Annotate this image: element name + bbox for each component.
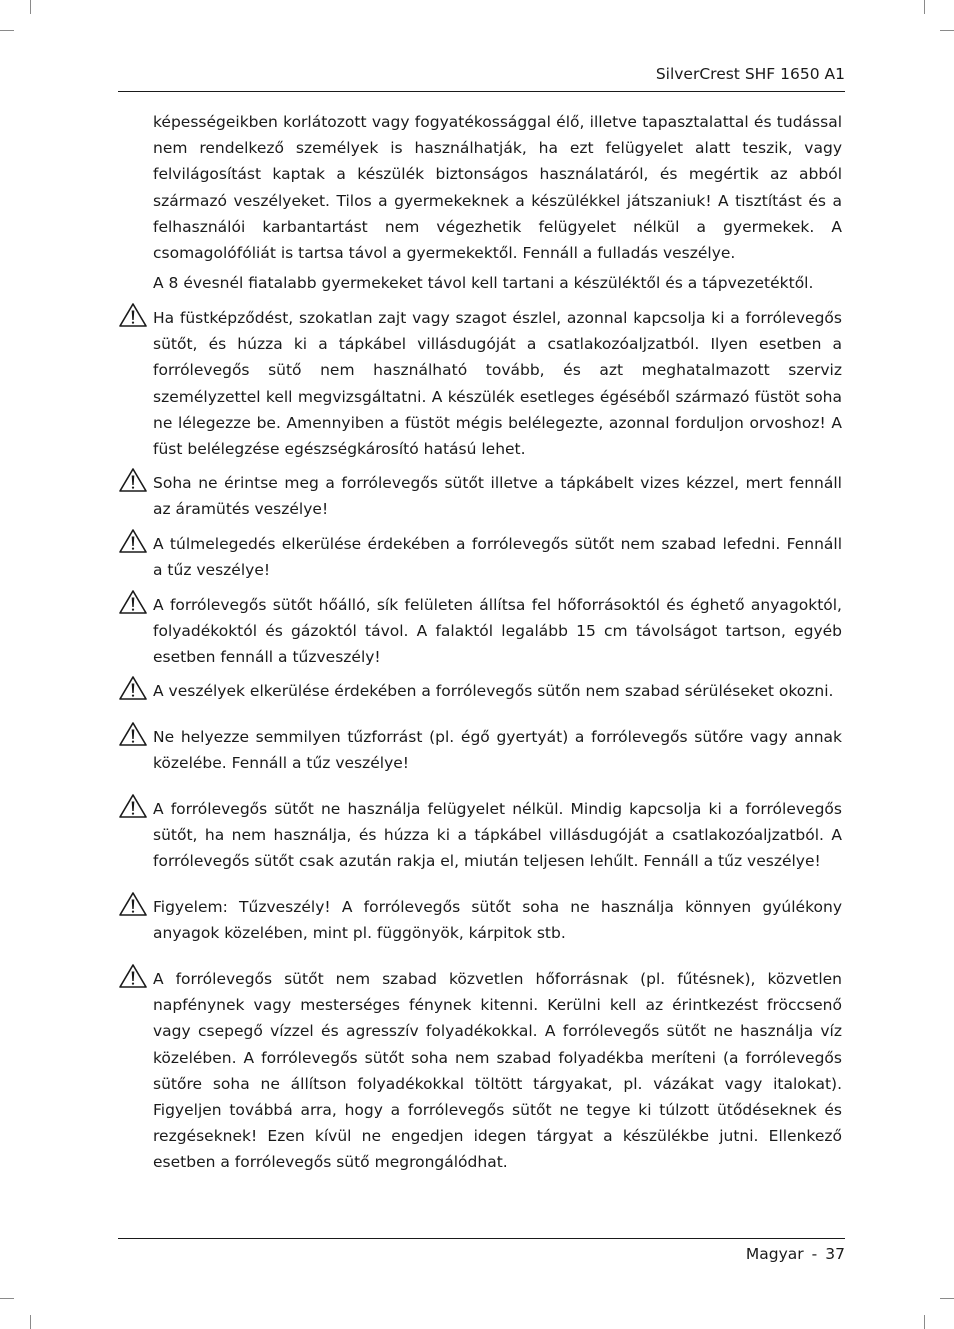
intro-paragraph [153, 109, 842, 266]
page-number: 37 [825, 1245, 845, 1263]
warning-triangle-icon [118, 467, 148, 493]
crop-mark [30, 0, 31, 14]
warning-paragraph [153, 966, 842, 1176]
crop-mark [940, 1298, 954, 1299]
warning-text: Ha füstképződést, szokatlan zajt vagy szagot észlel, azonnal kapcsolja ki a forrólevegős sütőt, és húzza ki a tápkábel villásdugóját a csatlakozóaljzatból. Ilyen esetben a forrólevegős sütő nem használható tovább, és azt meghatalmazott szerviz személyzettel kell megvizsgáltatni. A készülék esetleges égéséből származó füstöt soha ne lélegezze be. Amennyiben a füstöt mégis belélegezte, azonnal forduljon orvoshoz! A füst belélegzése egészségkárosító hatású lehet. [153, 309, 842, 459]
warning-text: A forrólevegős sütőt nem szabad közvetlen hőforrásnak (pl. fűtésnek), közvetlen napfénynek vagy mesterséges fénynek kitenni. Kerülni kell az érintkezést fröccsenő vagy csepegő vízzel és agresszív folyadékokkal. A forrólevegős sütőt ne használja víz közelében. A forrólevegős sütőt soha nem szabad folyadékba meríteni (a forrólevegős sütőre soha ne állítson folyadékokkal töltött tárgyakat, pl. vázákat vagy italokat). Figyeljen továbbá arra, hogy a forrólevegős sütőt ne tegye ki túlzott ütődéseknek és rezgéseknek! Ezen kívül ne engedjen idegen tárgyat a készülékbe jutni. Ellenkező esetben a forrólevegős sütő megrongálódhat. [153, 970, 842, 1172]
warning-paragraph [153, 894, 842, 946]
warning-paragraph [153, 592, 842, 671]
crop-mark [30, 1315, 31, 1329]
warning-text: A túlmelegedés elkerülése érdekében a forrólevegős sütőt nem szabad lefedni. Fennáll a tűz veszélye! [153, 535, 842, 580]
footer-rule [118, 1238, 845, 1239]
warning-triangle-icon [118, 891, 148, 917]
warning-paragraph [153, 531, 842, 583]
intro-text: A 8 évesnél fiatalabb gyermekeket távol kell tartani a készüléktől és a tápvezetéktől. [153, 274, 814, 292]
warning-triangle-icon [118, 963, 148, 989]
warning-text: Figyelem: Tűzveszély! A forrólevegős sütőt soha ne használja könnyen gyúlékony anyagok közelében, mint pl. függönyök, kárpitok stb. [153, 898, 842, 943]
running-footer [118, 1244, 845, 1264]
crop-mark [0, 30, 14, 31]
header-rule [118, 91, 845, 92]
warning-triangle-icon [118, 675, 148, 701]
warning-triangle-icon [118, 721, 148, 747]
crop-mark [940, 30, 954, 31]
footer-language: Magyar [745, 1245, 804, 1263]
warning-triangle-icon [118, 589, 148, 615]
warning-text: A veszélyek elkerülése érdekében a forrólevegős sütőn nem szabad sérüléseket okozni. [153, 682, 834, 700]
warning-paragraph [153, 796, 842, 875]
running-header: SilverCrest SHF 1650 A1 [655, 65, 845, 83]
crop-mark [924, 1315, 925, 1329]
warning-paragraph [153, 305, 842, 462]
warning-paragraph [153, 470, 842, 522]
warning-text: Ne helyezze semmilyen tűzforrást (pl. égő gyertyát) a forrólevegős sütőre vagy annak közelébe. Fennáll a tűz veszélye! [153, 728, 842, 773]
warning-triangle-icon [118, 528, 148, 554]
warning-text: Soha ne érintse meg a forrólevegős sütőt illetve a tápkábelt vizes kézzel, mert fennáll az áramütés veszélye! [153, 474, 842, 519]
warning-text: A forrólevegős sütőt ne használja felügyelet nélkül. Mindig kapcsolja ki a forrólevegős sütőt, ha nem használja, és húzza ki a tápkábel villásdugóját a csatlakozóaljzatból. A forrólevegős sütőt csak azután rakja el, miután teljesen lehűlt. Fennáll a tűz veszélye! [153, 800, 842, 871]
crop-mark [0, 1298, 14, 1299]
warning-text: A forrólevegős sütőt hőálló, sík felületen állítsa fel hőforrásoktól és éghető anyagoktól, folyadékoktól és gázoktól távol. A falaktól legalább 15 cm távolságot tartson, egyéb esetben fennáll a tűzveszély! [153, 596, 842, 667]
intro-paragraph [153, 270, 842, 296]
warning-triangle-icon [118, 302, 148, 328]
intro-text: képességeikben korlátozott vagy fogyatékossággal élő, illetve tapasztalattal és tudással nem rendelkező személyek is használhatják, ha ezt felügyelet alatt teszik, vagy felvilágosítást kaptak a készülék biztonságos használatáról, és megértik az abból származó veszélyeket. Tilos a gyermekeknek a készülékkel játszaniuk! A tisztítást és a felhasználói karbantartást nem végezhetik felügyelet nélkül a gyermekek. A csomagolófóliát is tartsa távol a gyermekektől. Fennáll a fulladás veszélye. [153, 113, 842, 263]
footer-separator: - [811, 1245, 818, 1263]
warning-paragraph [153, 678, 842, 704]
crop-mark [924, 0, 925, 14]
warning-triangle-icon [118, 793, 148, 819]
warning-paragraph [153, 724, 842, 776]
